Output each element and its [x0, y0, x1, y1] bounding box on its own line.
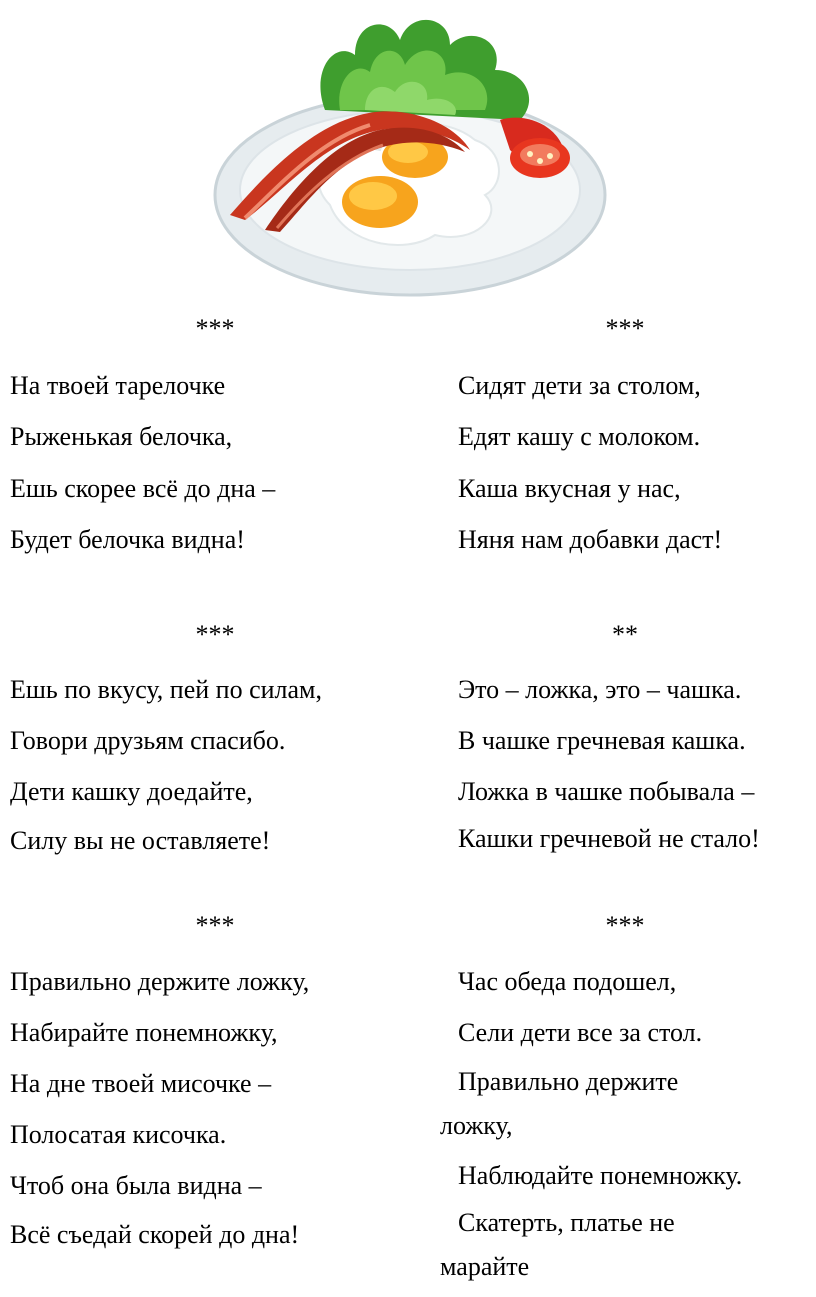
poem-line: Наблюдайте понемножку. — [458, 1161, 743, 1190]
poem-line: Правильно держите ложку, — [10, 967, 310, 996]
poem-line: Говори друзьям спасибо. — [10, 726, 286, 755]
stars-divider: *** — [195, 911, 235, 940]
stars-divider: *** — [195, 314, 235, 343]
poem-line: Дети кашку доедайте, — [10, 777, 253, 806]
poem-line: Чтоб она была видна – — [10, 1171, 262, 1200]
stars-divider: ** — [612, 620, 638, 649]
poem-line: Силу вы не оставляете! — [10, 826, 271, 855]
poem-line: Едят кашу с молоком. — [458, 422, 701, 451]
poem-line: На дне твоей мисочке – — [10, 1069, 272, 1098]
poem-line: Будет белочка видна! — [10, 525, 245, 554]
poem-line: Полосатая кисочка. — [10, 1120, 227, 1149]
stars-divider: *** — [605, 911, 645, 940]
right-column — [420, 0, 816, 1297]
poem-line: Ешь по вкусу, пей по силам, — [10, 675, 323, 704]
poem-line: Набирайте понемножку, — [10, 1018, 278, 1047]
poem-line: Сидят дети за столом, — [458, 371, 701, 400]
poem-line: Всё съедай скорей до дна! — [10, 1220, 300, 1249]
poem-line: Это – ложка, это – чашка. — [458, 675, 742, 704]
poem-line: Ешь скорее всё до дна – — [10, 474, 276, 503]
stars-divider: *** — [195, 620, 235, 649]
poem-line: На твоей тарелочке — [10, 371, 226, 400]
poem-line: Сели дети все за стол. — [458, 1018, 703, 1047]
stars-divider: *** — [605, 314, 645, 343]
poem-line: В чашке гречневая кашка. — [458, 726, 746, 755]
poem-line: Рыженькая белочка, — [10, 422, 233, 451]
poem-line: Ложка в чашке побывала – — [458, 777, 755, 806]
poem-line: Няня нам добавки даст! — [458, 525, 723, 554]
poem-line: Час обеда подошел, — [458, 967, 677, 996]
poem-line: Кашки гречневой не стало! — [458, 824, 760, 853]
poem-line: Каша вкусная у нас, — [458, 474, 681, 503]
poem-line: Правильно держите ложку, — [440, 1067, 679, 1140]
poem-line: Скатерть, платье не марайте — [440, 1208, 675, 1281]
